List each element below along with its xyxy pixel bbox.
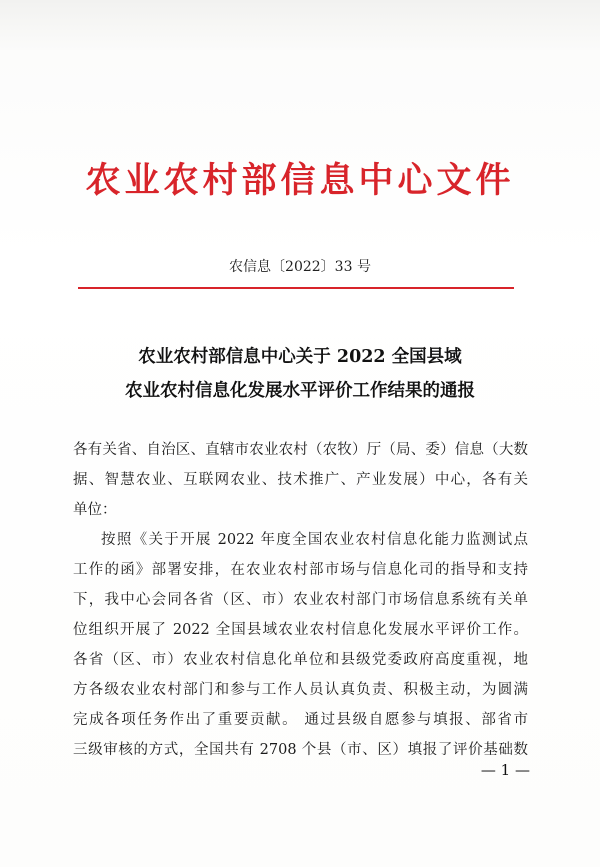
document-number: 农信息〔2022〕33 号 [229, 259, 371, 275]
paragraph-line: 三级审核的方式，全国共有 2708 个县（市、区）填报了评价基础数 [73, 742, 528, 758]
paragraph-line: 方各级农业农村部门和参与工作人员认真负责、积极主动，为圆满 [73, 682, 528, 698]
paragraph-line: 工作的函》部署安排，在农业农村部市场与信息化司的指导和支持 [73, 562, 528, 578]
issuer-red-header: 农业农村部信息中心文件 [85, 160, 515, 201]
red-separator-line [78, 287, 514, 289]
notice-title-line-1: 农业农村部信息中心关于 2022 全国县域 [138, 347, 462, 367]
notice-title-line-2: 农业农村信息化发展水平评价工作结果的通报 [125, 381, 475, 401]
scan-top-shading [0, 0, 600, 50]
paragraph-line: 按照《关于开展 2022 年度全国农业农村信息化能力监测试点 [101, 532, 528, 548]
addressee-line: 各有关省、自治区、直辖市农业农村（农牧）厅（局、委）信息（大数 [73, 442, 528, 458]
addressee-line: 据、智慧农业、互联网农业、技术推广、产业发展）中心，各有关 [73, 472, 528, 488]
paragraph-line: 下，我中心会同各省（区、市）农业农村部门市场信息系统有关单 [73, 592, 528, 608]
page-number: — 1 — [480, 761, 530, 779]
paragraph-line: 各省（区、市）农业农村信息化单位和县级党委政府高度重视，地 [73, 652, 528, 668]
addressee-line: 单位： [73, 502, 117, 518]
paragraph-line: 位组织开展了 2022 全国县域农业农村信息化发展水平评价工作。 [73, 622, 528, 638]
paragraph-line: 完成各项任务作出了重要贡献。 通过县级自愿参与填报、部省市 [73, 712, 528, 728]
